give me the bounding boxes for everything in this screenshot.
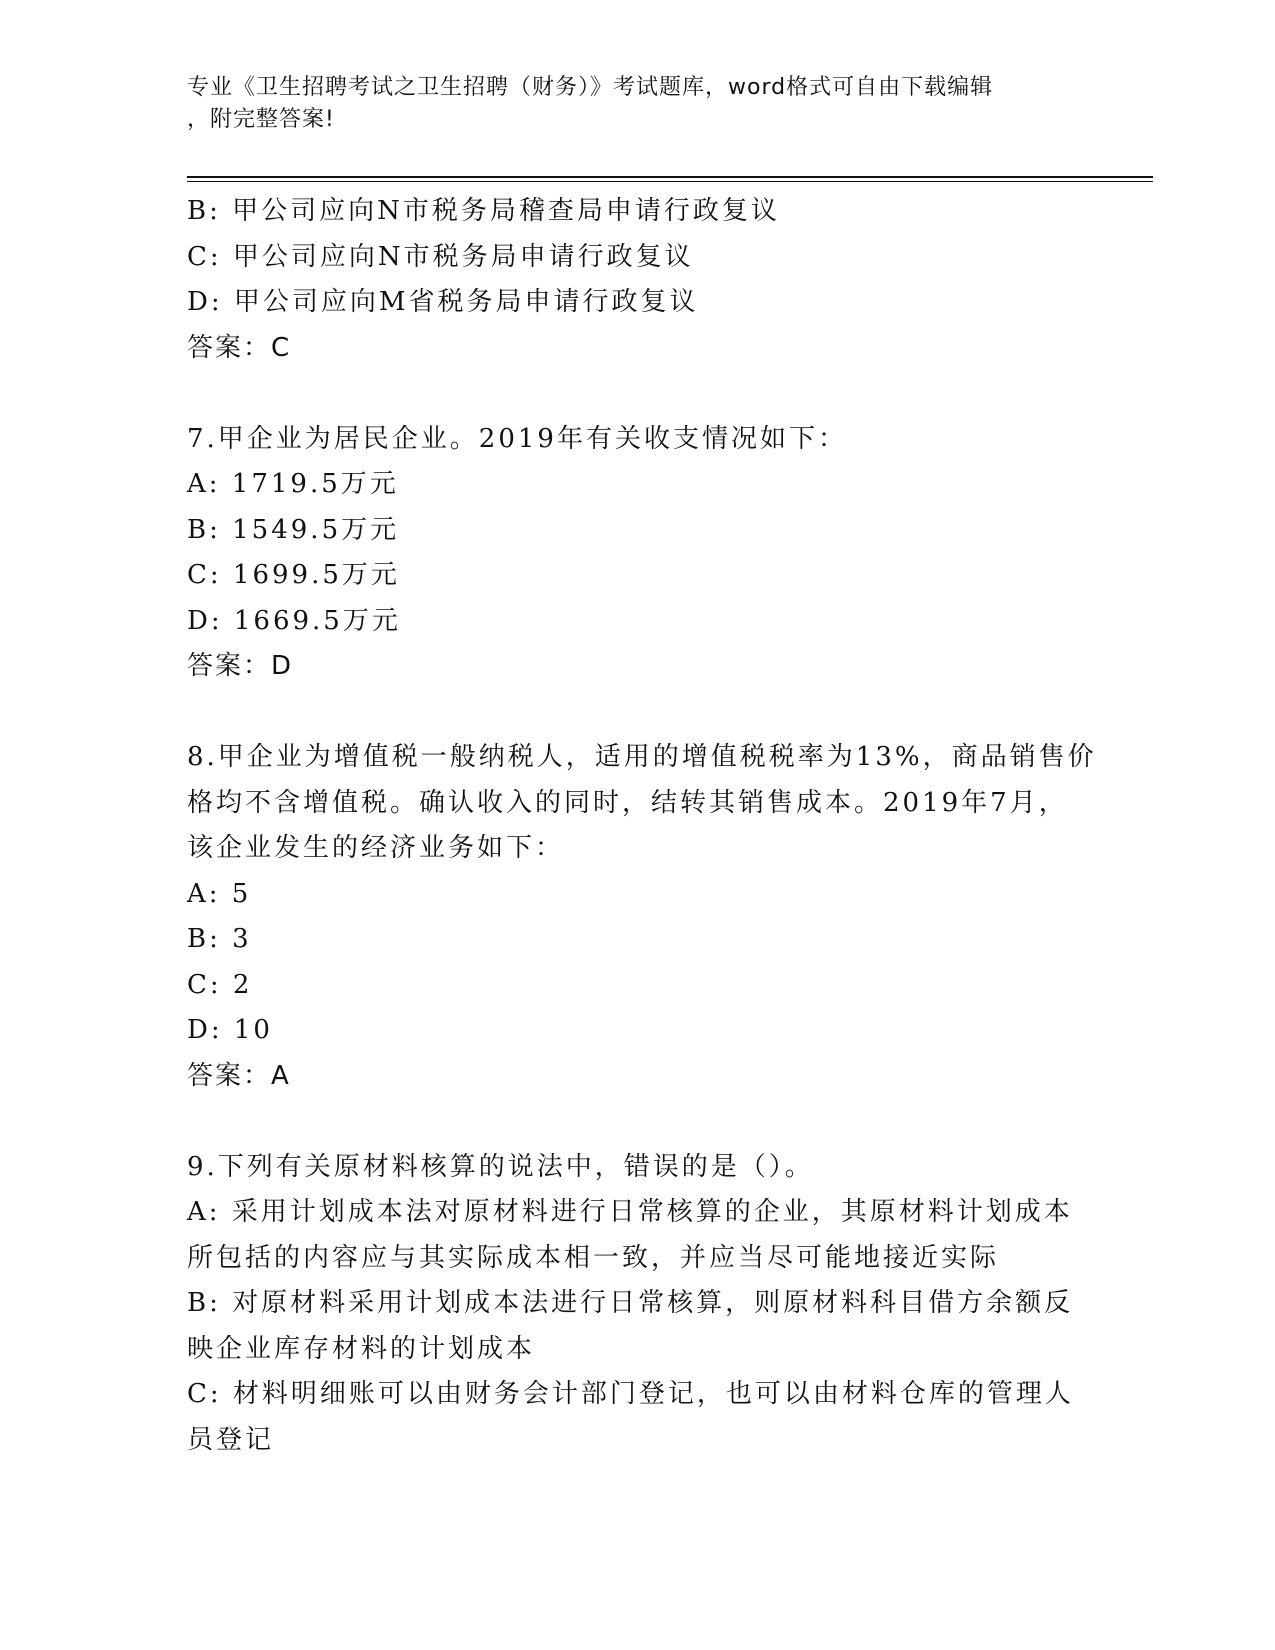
q7-answer: 答案：D [187,651,294,681]
q9-option-c-line1: C: 材料明细账可以由财务会计部门登记，也可以由材料仓库的管理人 [187,1379,1074,1409]
q8-option-b: B: 3 [187,924,252,954]
header-text-line2: ，附完整答案! [187,107,335,132]
q9-option-a-line2: 所包括的内容应与其实际成本相一致，并应当尽可能地接近实际 [187,1242,1000,1273]
spacer [187,690,1087,736]
q7-option-d: D: 1669.5万元 [187,605,401,636]
q8-stem-line2: 格均不含增值税。确认收入的同时，结转其销售成本。2019年7月， [187,787,1068,818]
q6-answer: 答案：C [187,332,292,363]
q9-option-a-line1: A: 采用计划成本法对原材料进行日常核算的企业，其原材料计划成本 [187,1197,1073,1227]
question-9 [187,1145,1087,1464]
q9-stem: 9.下列有关原材料核算的说法中，错误的是（）。 [187,1151,814,1182]
header-divider-thin [187,181,1153,182]
q7-option-a: A: 1719.5万元 [187,469,399,499]
q8-stem-line1: 8.甲企业为增值税一般纳税人，适用的增值税税率为13%，商品销售价 [187,742,1097,772]
q6-option-c: C: 甲公司应向N市税务局申请行政复议 [187,241,694,272]
q8-option-c: C: 2 [187,969,253,1000]
q8-stem-line3: 该企业发生的经济业务如下： [187,833,565,863]
header-divider-thick [187,176,1153,178]
q7-option-b: B: 1549.5万元 [187,514,400,545]
q8-option-d: D: 10 [187,1015,273,1045]
question-6-partial [187,189,1087,371]
q7-stem: 7.甲企业为居民企业。2019年有关收支情况如下： [187,423,847,454]
q9-option-c-line2: 员登记 [187,1424,275,1455]
q6-option-d: D: 甲公司应向M省税务局申请行政复议 [187,287,699,317]
question-content [187,189,1097,1463]
spacer [187,1099,1087,1145]
q9-option-b-line2: 映企业库存材料的计划成本 [187,1333,536,1364]
q6-option-b: B: 甲公司应向N市税务局稽查局申请行政复议 [187,196,780,226]
page-header [187,72,1067,136]
q7-option-c: C: 1699.5万元 [187,560,400,590]
spacer [187,371,1087,417]
question-7 [187,417,1087,690]
header-text-line1: 专业《卫生招聘考试之卫生招聘（财务）》考试题库，word格式可自由下载编辑 [187,75,994,100]
q8-option-a: A: 5 [187,878,252,909]
q8-answer: 答案：A [187,1060,291,1091]
q9-option-b-line1: B: 对原材料采用计划成本法进行日常核算，则原材料科目借方余额反 [187,1288,1074,1318]
question-8 [187,735,1097,1099]
